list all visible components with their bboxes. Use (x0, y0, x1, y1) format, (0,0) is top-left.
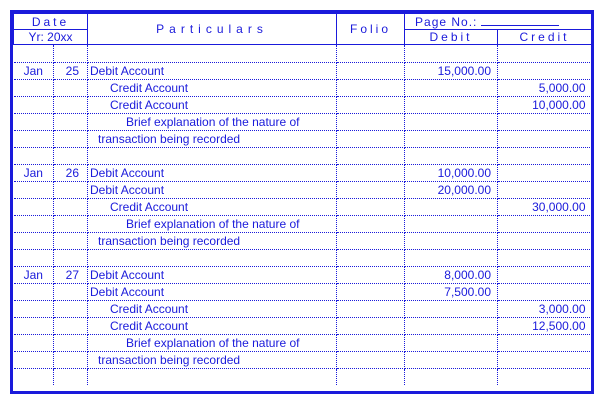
credit-cell (498, 233, 592, 250)
month-cell (14, 148, 54, 165)
particulars-header: Particulars (88, 14, 337, 45)
debit-cell: 20,000.00 (405, 182, 498, 199)
journal-row (14, 284, 592, 301)
particulars-cell (88, 250, 337, 267)
particulars-cell: Debit Account (88, 165, 337, 182)
debit-cell: 7,500.00 (405, 284, 498, 301)
credit-cell (498, 45, 592, 63)
month-cell: Jan (14, 267, 54, 284)
day-cell (54, 369, 88, 386)
month-cell (14, 216, 54, 233)
debit-cell (405, 80, 498, 97)
credit-cell (498, 352, 592, 369)
day-cell: 26 (54, 165, 88, 182)
folio-header: Folio (337, 14, 405, 45)
day-cell (54, 131, 88, 148)
day-cell (54, 301, 88, 318)
credit-cell (498, 267, 592, 284)
folio-cell (337, 284, 405, 301)
debit-cell (405, 318, 498, 335)
particulars-cell: Brief explanation of the nature of (88, 216, 337, 233)
folio-cell (337, 182, 405, 199)
particulars-cell: transaction being recorded (88, 131, 337, 148)
journal-row (14, 165, 592, 182)
blank-row (14, 148, 592, 165)
particulars-cell: Brief explanation of the nature of (88, 335, 337, 352)
debit-cell (405, 233, 498, 250)
journal-row (14, 301, 592, 318)
debit-cell (405, 250, 498, 267)
journal-row (14, 114, 592, 131)
day-cell (54, 216, 88, 233)
debit-cell: 15,000.00 (405, 63, 498, 80)
page-number-blank (481, 14, 559, 26)
credit-cell: 30,000.00 (498, 199, 592, 216)
month-cell (14, 301, 54, 318)
credit-cell (498, 114, 592, 131)
day-cell (54, 318, 88, 335)
debit-cell: 10,000.00 (405, 165, 498, 182)
journal-entries (14, 45, 592, 386)
page-number-header (405, 14, 592, 30)
particulars-cell: Debit Account (88, 182, 337, 199)
day-cell (54, 114, 88, 131)
journal-row (14, 352, 592, 369)
debit-cell (405, 216, 498, 233)
folio-cell (337, 199, 405, 216)
journal-page (10, 10, 594, 394)
particulars-cell (88, 148, 337, 165)
day-cell (54, 148, 88, 165)
debit-cell (405, 131, 498, 148)
particulars-cell: Brief explanation of the nature of (88, 114, 337, 131)
particulars-cell: Debit Account (88, 284, 337, 301)
journal-row (14, 80, 592, 97)
journal-row (14, 216, 592, 233)
folio-cell (337, 335, 405, 352)
journal-row (14, 335, 592, 352)
debit-cell (405, 97, 498, 114)
month-cell: Jan (14, 165, 54, 182)
month-cell (14, 352, 54, 369)
day-cell (54, 335, 88, 352)
folio-cell (337, 148, 405, 165)
credit-cell (498, 63, 592, 80)
debit-cell (405, 301, 498, 318)
month-cell (14, 114, 54, 131)
day-cell (54, 284, 88, 301)
month-cell (14, 80, 54, 97)
folio-cell (337, 267, 405, 284)
credit-cell: 3,000.00 (498, 301, 592, 318)
journal-row (14, 267, 592, 284)
debit-cell (405, 335, 498, 352)
particulars-cell: Credit Account (88, 301, 337, 318)
journal-header (14, 14, 592, 45)
journal-row (14, 199, 592, 216)
month-cell (14, 182, 54, 199)
folio-cell (337, 216, 405, 233)
particulars-cell: transaction being recorded (88, 352, 337, 369)
credit-cell (498, 284, 592, 301)
month-cell (14, 45, 54, 63)
month-cell (14, 335, 54, 352)
journal-row (14, 63, 592, 80)
month-cell (14, 97, 54, 114)
month-cell (14, 131, 54, 148)
blank-row (14, 369, 592, 386)
debit-cell (405, 369, 498, 386)
folio-cell (337, 318, 405, 335)
month-cell (14, 318, 54, 335)
folio-cell (337, 114, 405, 131)
folio-cell (337, 250, 405, 267)
debit-cell (405, 352, 498, 369)
debit-cell (405, 45, 498, 63)
credit-cell (498, 250, 592, 267)
blank-row (14, 250, 592, 267)
debit-cell: 8,000.00 (405, 267, 498, 284)
folio-cell (337, 233, 405, 250)
folio-cell (337, 301, 405, 318)
credit-cell (498, 369, 592, 386)
day-cell (54, 97, 88, 114)
credit-cell (498, 335, 592, 352)
credit-cell (498, 131, 592, 148)
particulars-cell: Credit Account (88, 318, 337, 335)
credit-cell (498, 165, 592, 182)
day-cell: 27 (54, 267, 88, 284)
folio-cell (337, 369, 405, 386)
journal-row (14, 233, 592, 250)
day-cell (54, 233, 88, 250)
day-cell (54, 80, 88, 97)
debit-header: Debit (405, 30, 498, 45)
particulars-cell: Debit Account (88, 63, 337, 80)
folio-cell (337, 97, 405, 114)
blank-row (14, 45, 592, 63)
debit-cell (405, 199, 498, 216)
page-number-label: Page No.: (415, 15, 478, 29)
credit-cell: 12,500.00 (498, 318, 592, 335)
credit-cell: 5,000.00 (498, 80, 592, 97)
particulars-cell: Debit Account (88, 267, 337, 284)
credit-cell: 10,000.00 (498, 97, 592, 114)
year-header: Yr: 20xx (14, 30, 88, 45)
date-header: Date (14, 14, 88, 30)
month-cell (14, 284, 54, 301)
month-cell (14, 233, 54, 250)
particulars-cell: transaction being recorded (88, 233, 337, 250)
day-cell (54, 352, 88, 369)
credit-cell (498, 148, 592, 165)
folio-cell (337, 80, 405, 97)
particulars-cell: Credit Account (88, 97, 337, 114)
credit-cell (498, 182, 592, 199)
month-cell (14, 369, 54, 386)
journal-row (14, 97, 592, 114)
particulars-cell (88, 369, 337, 386)
particulars-cell (88, 45, 337, 63)
day-cell (54, 45, 88, 63)
day-cell (54, 199, 88, 216)
folio-cell (337, 131, 405, 148)
day-cell (54, 182, 88, 199)
credit-header: Credit (498, 30, 592, 45)
debit-cell (405, 114, 498, 131)
journal-table (13, 13, 592, 385)
folio-cell (337, 45, 405, 63)
journal-row (14, 318, 592, 335)
journal-row (14, 182, 592, 199)
particulars-cell: Credit Account (88, 199, 337, 216)
month-cell (14, 199, 54, 216)
debit-cell (405, 148, 498, 165)
credit-cell (498, 216, 592, 233)
folio-cell (337, 165, 405, 182)
month-cell (14, 250, 54, 267)
folio-cell (337, 63, 405, 80)
month-cell: Jan (14, 63, 54, 80)
day-cell (54, 250, 88, 267)
folio-cell (337, 352, 405, 369)
journal-row (14, 131, 592, 148)
particulars-cell: Credit Account (88, 80, 337, 97)
day-cell: 25 (54, 63, 88, 80)
